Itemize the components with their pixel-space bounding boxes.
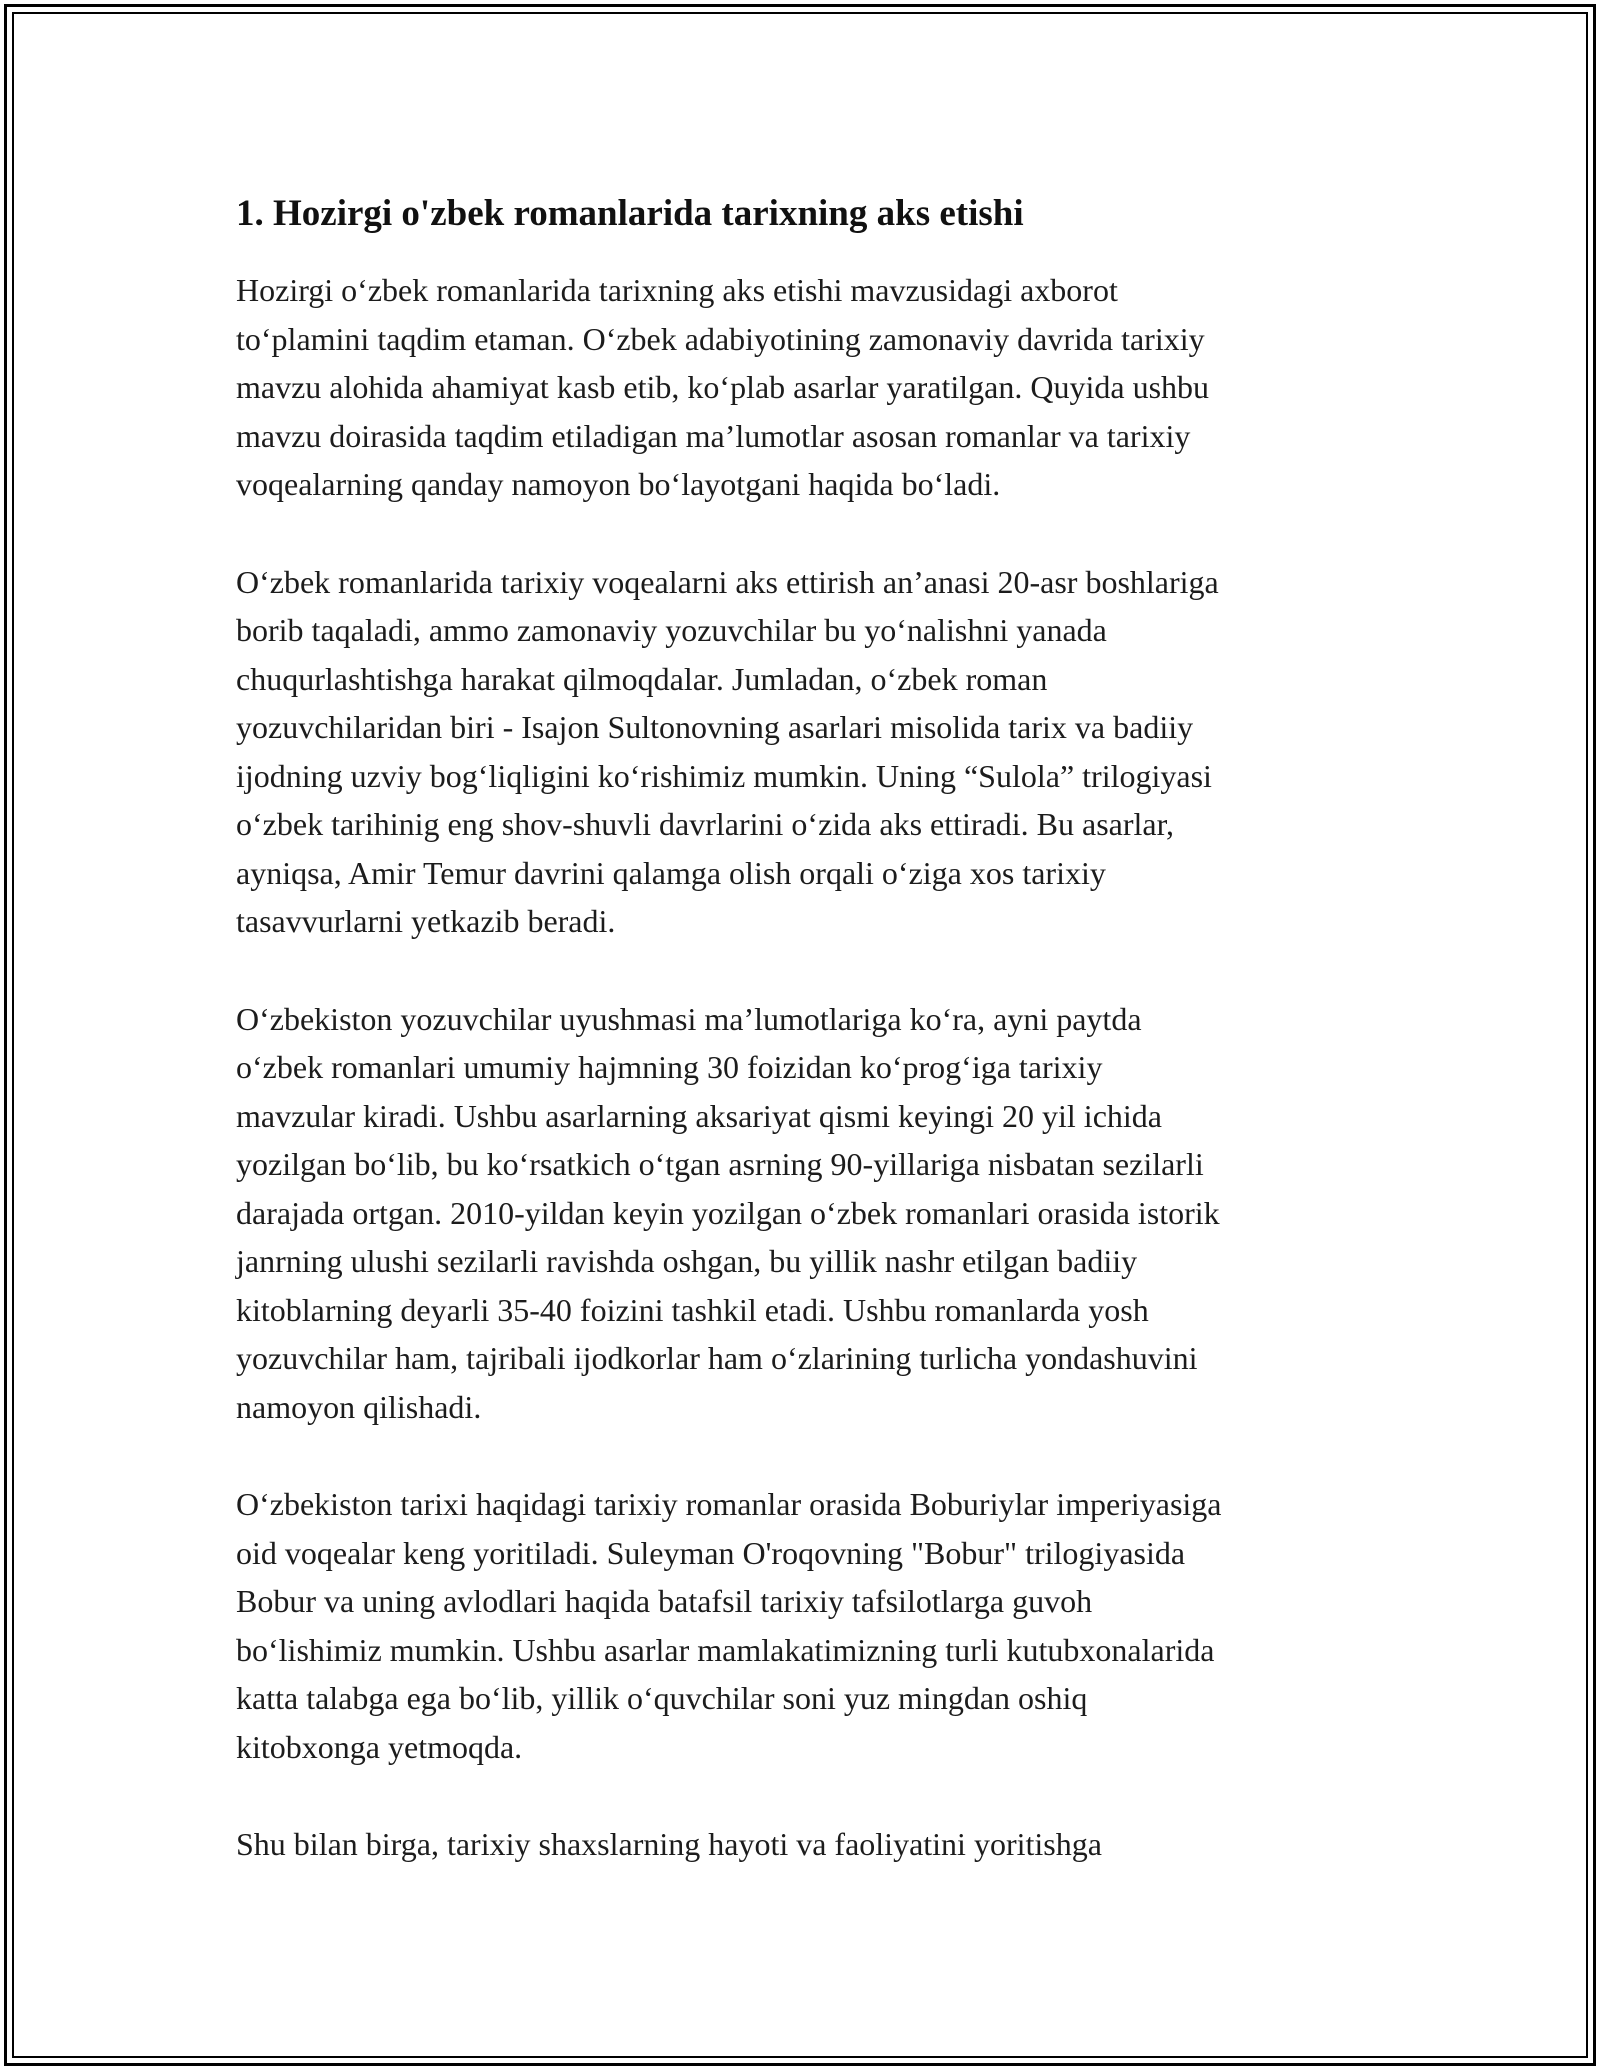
paragraph-list xyxy=(236,266,1386,1869)
document-body xyxy=(236,190,1386,1918)
paragraph-line: darajada ortgan. 2010-yildan keyin yozilgan o‘zbek romanlari orasida istorik xyxy=(236,1194,1220,1231)
paragraph-line: mavzular kiradi. Ushbu asarlarning aksariyat qismi keyingi 20 yil ichida xyxy=(236,1097,1162,1134)
paragraph-line: yozilgan bo‘lib, bu ko‘rsatkich o‘tgan asrning 90-yillariga nisbatan sezilarli xyxy=(236,1146,1204,1182)
paragraph-line: ayniqsa, Amir Temur davrini qalamga olish orqali o‘ziga xos tarixiy xyxy=(236,854,1106,891)
body-paragraph xyxy=(236,1820,1386,1869)
paragraph-line: ijodning uzviy bog‘liqligini ko‘rishimiz mumkin. Uning “Sulola” trilogiyasi xyxy=(236,757,1212,794)
paragraph-line: janrning ulushi sezilarli ravishda oshgan, bu yillik nashr etilgan badiiy xyxy=(236,1243,1138,1279)
body-paragraph xyxy=(236,558,1386,946)
paragraph-line: O‘zbekiston tarixi haqidagi tarixiy romanlar orasida Boburiylar imperiyasiga xyxy=(236,1486,1222,1522)
paragraph-line: borib taqaladi, ammo zamonaviy yozuvchilar bu yo‘nalishni yanada xyxy=(236,612,1107,648)
paragraph-line: yozuvchilar ham, tajribali ijodkorlar ham o‘zlarining turlicha yondashuvini xyxy=(236,1340,1198,1376)
body-paragraph xyxy=(236,266,1386,509)
paragraph-line: Hozirgi o‘zbek romanlarida tarixning aks etishi mavzusidagi axborot xyxy=(236,272,1118,308)
paragraph-line: o‘zbek romanlari umumiy hajmning 30 foizidan ko‘prog‘iga tarixiy xyxy=(236,1049,1103,1085)
document-title: 1. Hozirgi o'zbek romanlarida tarixning aks etishi xyxy=(236,193,1024,234)
paragraph-line: mavzu doirasida taqdim etiladigan ma’lumotlar asosan romanlar va tarixiy xyxy=(236,417,1191,454)
paragraph-line: voqealarning qanday namoyon bo‘layotgani haqida bo‘ladi. xyxy=(236,466,1001,502)
body-paragraph xyxy=(236,1480,1386,1771)
paragraph-line: Bobur va uning avlodlari haqida batafsil tarixiy tafsilotlarga guvoh xyxy=(236,1583,1093,1619)
paragraph-line: Shu bilan birga, tarixiy shaxslarning hayoti va faoliyatini yoritishga xyxy=(236,1826,1102,1862)
paragraph-line: O‘zbekiston yozuvchilar uyushmasi ma’lumotlariga ko‘ra, ayni paytda xyxy=(236,1000,1142,1037)
paragraph-line: namoyon qilishadi. xyxy=(236,1388,482,1425)
paragraph-line: katta talabga ega bo‘lib, yillik o‘quvchilar soni yuz mingdan oshiq xyxy=(236,1680,1088,1716)
paragraph-line: kitobxonga yetmoqda. xyxy=(236,1728,523,1765)
paragraph-line: bo‘lishimiz mumkin. Ushbu asarlar mamlakatimizning turli kutubxonalarida xyxy=(236,1631,1215,1668)
paragraph-line: kitoblarning deyarli 35-40 foizini tashkil etadi. Ushbu romanlarda yosh xyxy=(236,1291,1149,1328)
body-paragraph xyxy=(236,995,1386,1432)
paragraph-line: to‘plamini taqdim etaman. O‘zbek adabiyotining zamonaviy davrida tarixiy xyxy=(236,320,1205,357)
paragraph-line: o‘zbek tarihinig eng shov-shuvli davrlarini o‘zida aks ettiradi. Bu asarlar, xyxy=(236,806,1174,842)
paragraph-line: oid voqealar keng yoritiladi. Suleyman O'roqovning "Bobur" trilogiyasida xyxy=(236,1534,1186,1571)
paragraph-line: chuqurlashtishga harakat qilmoqdalar. Jumladan, o‘zbek roman xyxy=(236,660,1048,697)
paragraph-line: mavzu alohida ahamiyat kasb etib, ko‘plab asarlar yaratilgan. Quyida ushbu xyxy=(236,369,1210,405)
paragraph-line: yozuvchilaridan biri - Isajon Sultonovning asarlari misolida tarix va badiiy xyxy=(236,709,1194,745)
paragraph-line: tasavvurlarni yetkazib beradi. xyxy=(236,903,616,939)
paragraph-line: O‘zbek romanlarida tarixiy voqealarni aks ettirish an’anasi 20-asr boshlariga xyxy=(236,563,1219,600)
